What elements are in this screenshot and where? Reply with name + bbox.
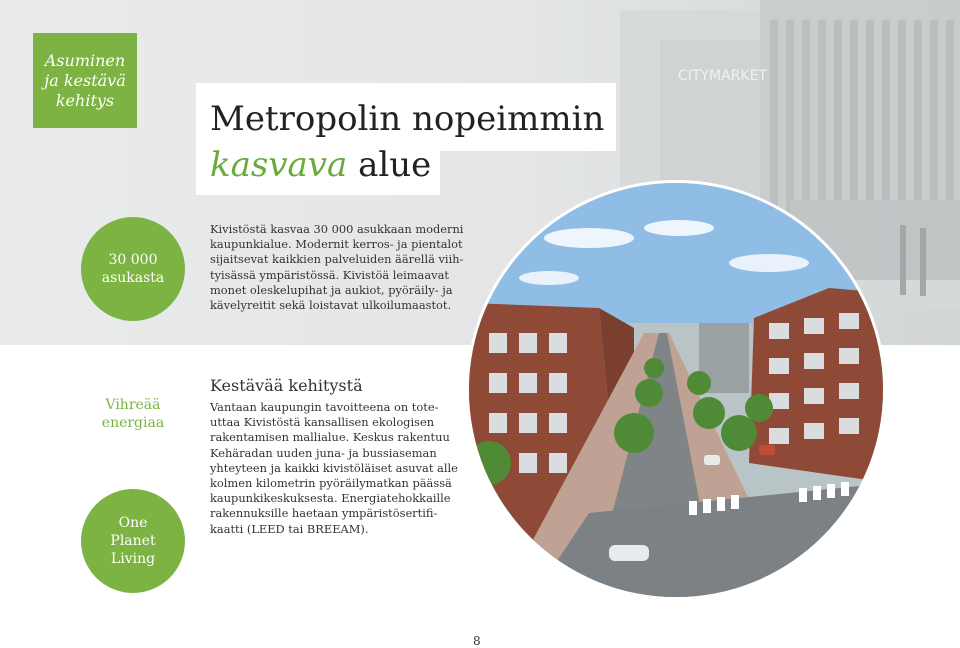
residents-circle-text: 30 000 asukasta [101, 252, 165, 286]
section-paragraph: Vantaan kaupungin tavoitteena on tote- uttaa Kivistöstä kansallisen ekologisen rakentamisen mallialue. Keskus rakentuu Kehäradan uuden juna- ja bussiaseman yhteyteen ja kaikki kivistöläiset asuvat alle kolmen kilometrin pyöräilymatkan päässä kaupunkikeskuksesta. Energiatehokkaille rakennuksille haetaan ympäristösertifi- kaatti (LEED tai BREEAM). [210, 400, 458, 536]
one-planet-living-circle [81, 489, 185, 593]
page-title-line1: Metropolin nopeimmin [210, 99, 605, 139]
one-planet-living-circle-text: One Planet Living [110, 515, 156, 567]
category-tag-text: Asuminen ja kestävä kehitys [44, 50, 126, 110]
city-rendering-image [466, 180, 886, 600]
intro-paragraph: Kivistöstä kasvaa 30 000 asukkaan moderni kaupunkialue. Modernit kerros- ja pientalot sijaitsevat kaikkien palveluiden äärellä viih- tyisässä ympäristössä. Kivistöä leimaavat monet oleskelupihat ja aukiot, pyöräily- ja kävelyreitit sekä loistavat ulkoilumaastot. [210, 222, 464, 313]
building-sign-text: CITYMARKET [678, 68, 767, 84]
page-title-rest: alue [347, 145, 432, 185]
page-title [210, 96, 604, 188]
green-energy-circle-text: Vihreää energiaa [101, 397, 165, 431]
green-energy-circle [81, 362, 185, 466]
residents-circle [81, 217, 185, 321]
page-number: 8 [473, 634, 481, 648]
page-title-accent: kasvava [210, 145, 348, 185]
category-tag [33, 33, 137, 128]
section-heading: Kestävää kehitystä [210, 376, 363, 395]
